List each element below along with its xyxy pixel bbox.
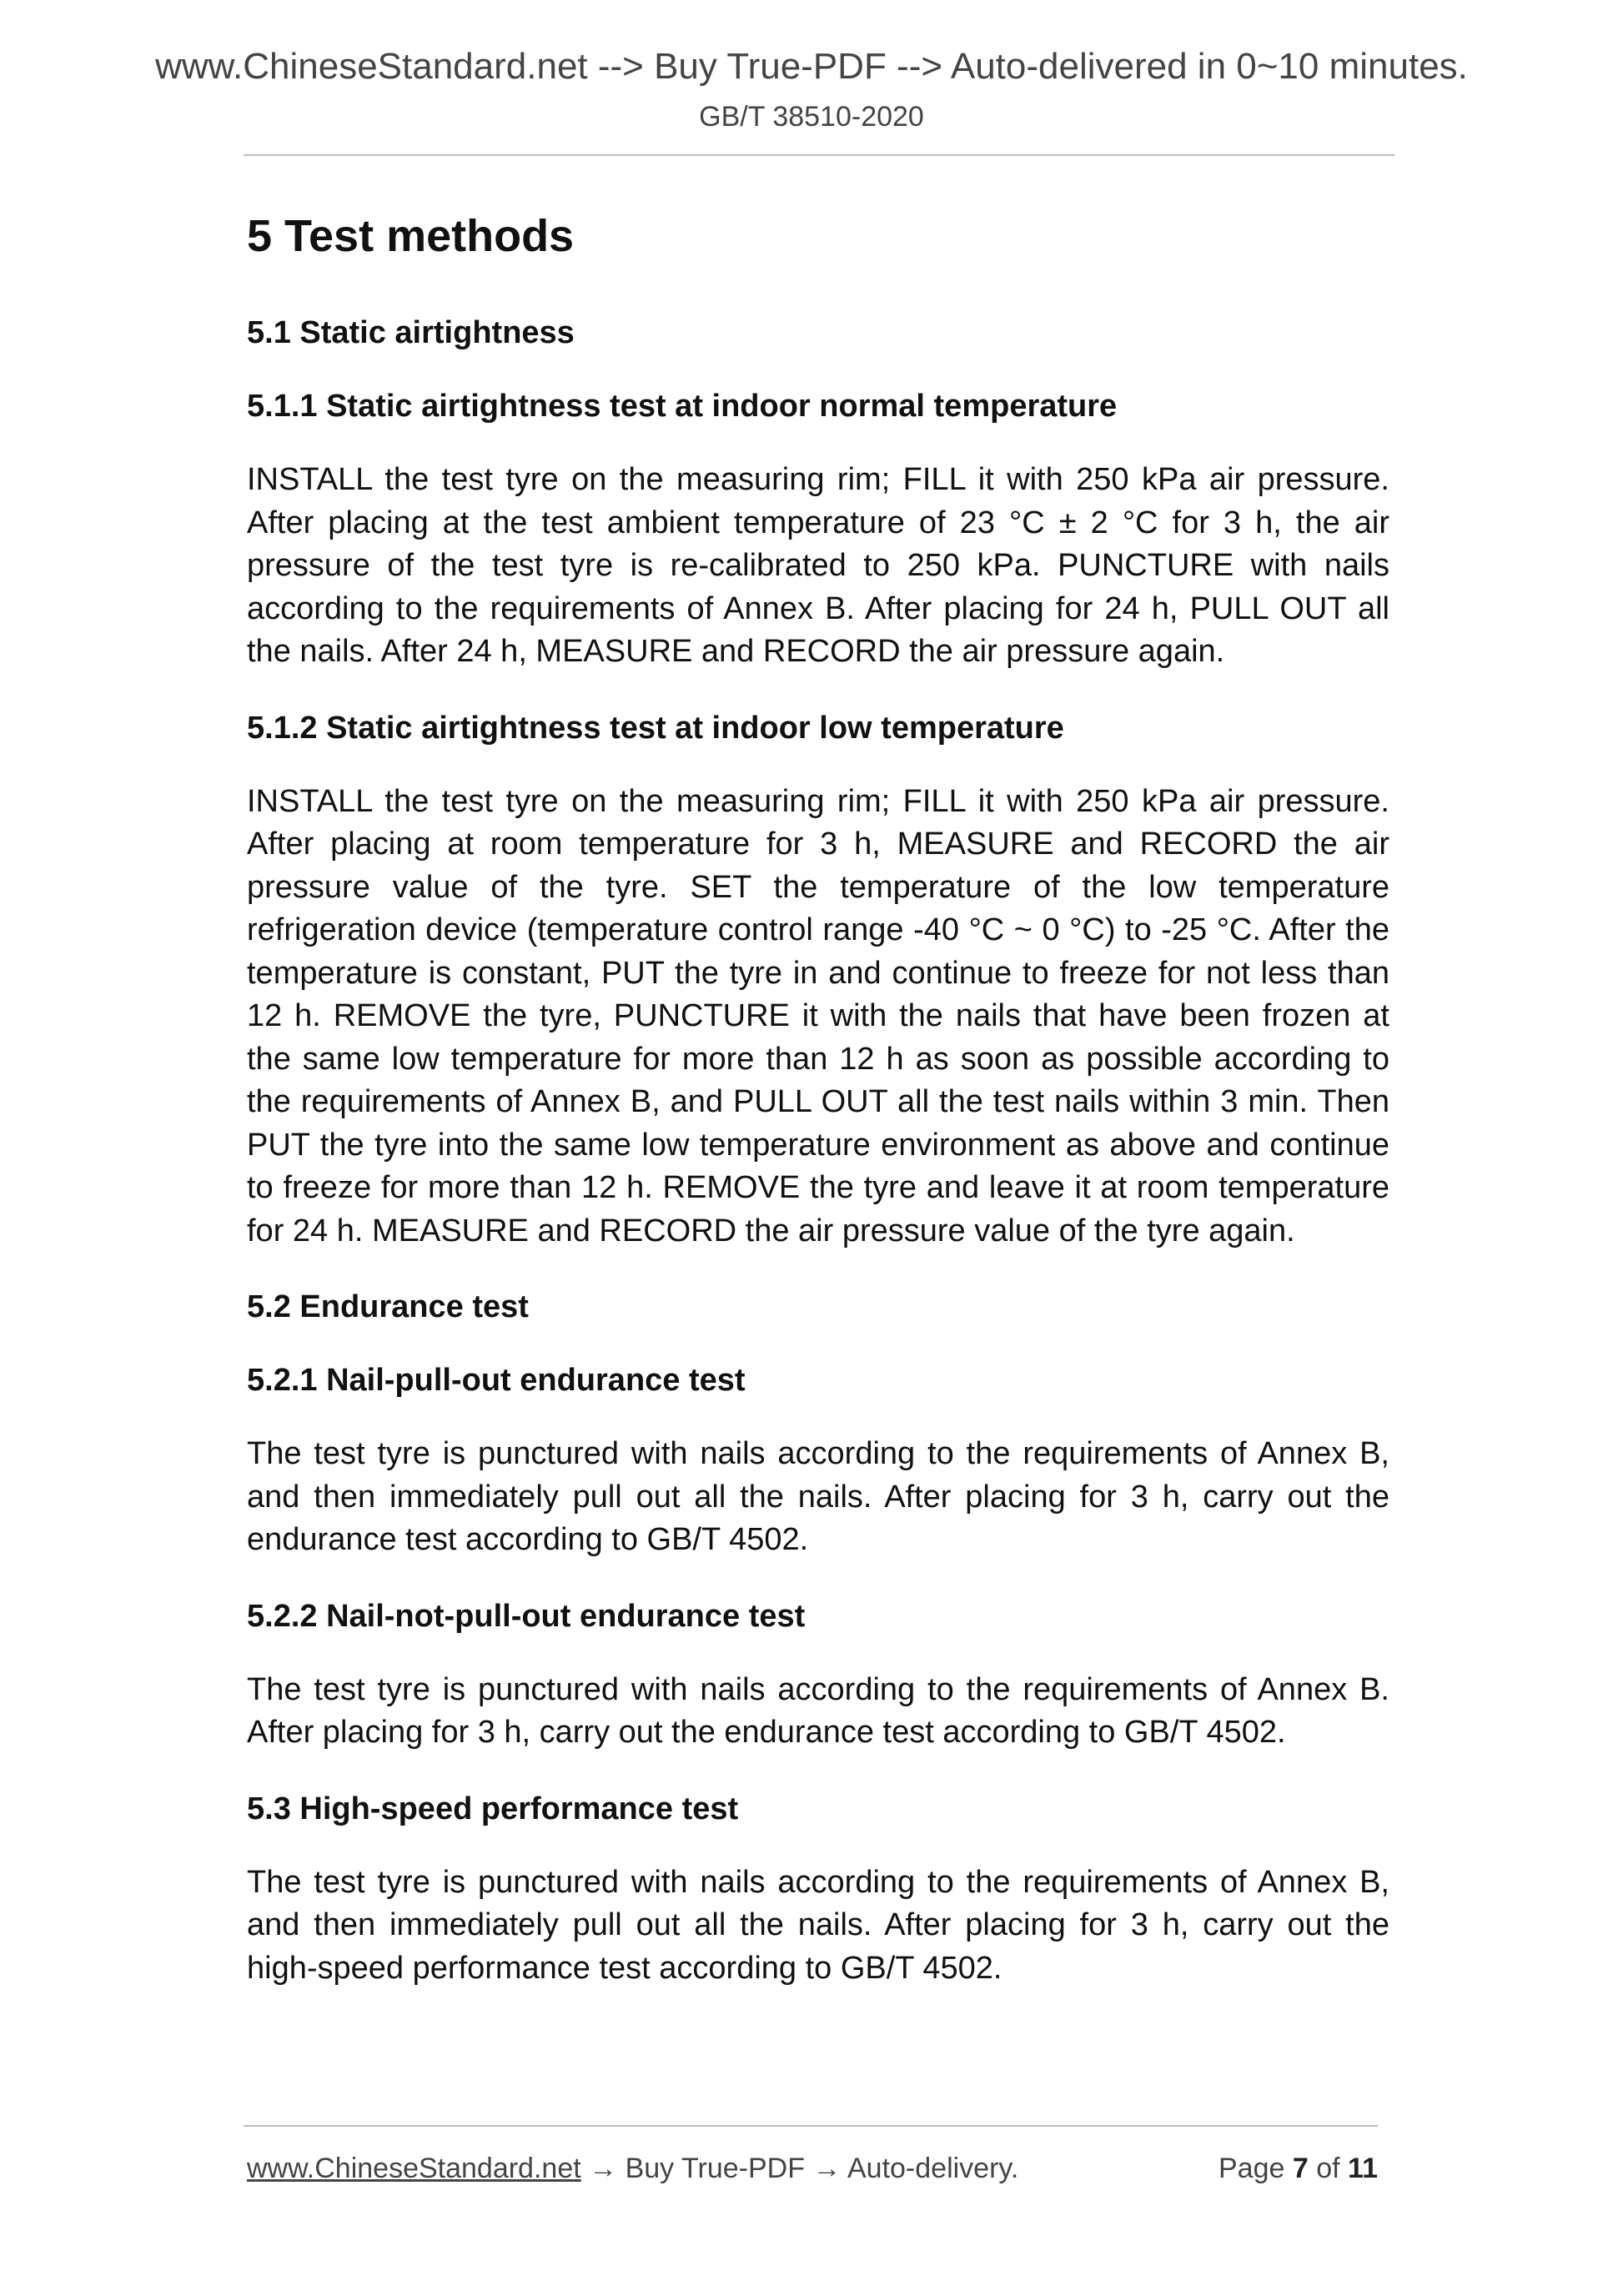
heading-5-3: 5.3 High-speed performance test <box>247 1791 739 1826</box>
footer-left <box>247 2150 1018 2187</box>
paragraph-5-2-1: The test tyre is punctured with nails according to the requirements of Annex B, and then immediately pull out all the nails. After placing for 3 h, carry out the endurance test according to GB/T 4502. <box>247 1436 1389 1557</box>
paragraph-5-3: The test tyre is punctured with nails according to the requirements of Annex B, and then immediately pull out all the nails. After placing for 3 h, carry out the high-speed performance test according to GB/T 4502. <box>247 1864 1389 1986</box>
heading-5-2-2: 5.2.2 Nail-not-pull-out endurance test <box>247 1598 806 1634</box>
page-content <box>247 200 1389 2023</box>
heading-5-2: 5.2 Endurance test <box>247 1289 529 1324</box>
standard-code: GB/T 38510-2020 <box>699 101 924 133</box>
heading-5-2-1: 5.2.1 Nail-pull-out endurance test <box>247 1363 746 1398</box>
heading-5-1-1: 5.1.1 Static airtightness test at indoor normal temperature <box>247 389 1118 424</box>
paragraph-5-1-2: INSTALL the test tyre on the measuring rim; FILL it with 250 kPa air pressure. After placing at room temperature for 3 h, MEASURE and RECORD the air pressure value of the tyre. SET the temperature of the low temperature refrigeration device (temperature control range -40 °C ~ 0 °C) to -25 °C. After the temperature is constant, PUT the tyre in and continue to freeze for not less than 12 h. REMOVE the tyre, PUNCTURE it with the nails that have been frozen at the same low temperature for more than 12 h as soon as possible according to the requirements of Annex B, and PULL OUT all the test nails within 3 min. Then PUT the tyre into the same low temperature environment as above and continue to freeze for more than 12 h. REMOVE the tyre and leave it at room temperature for 24 h. MEASURE and RECORD the air pressure value of the tyre again. <box>247 783 1389 1248</box>
page-of-label: of <box>1316 2153 1340 2184</box>
page-indicator <box>1219 2150 1378 2187</box>
footer-site-link[interactable]: www.ChineseStandard.net <box>247 2153 581 2184</box>
footer-tail-text: → Buy True-PDF → Auto-delivery. <box>580 2153 1019 2184</box>
heading-5-1-2: 5.1.2 Static airtightness test at indoor low temperature <box>247 710 1064 746</box>
header-divider <box>244 154 1394 156</box>
top-banner: www.ChineseStandard.net --> Buy True-PDF --> Auto-delivered in 0~10 minutes. <box>155 46 1468 87</box>
page-label: Page <box>1219 2153 1285 2184</box>
footer-divider <box>244 2125 1378 2127</box>
total-pages-number: 11 <box>1348 2153 1378 2184</box>
heading-5-1: 5.1 Static airtightness <box>247 315 575 350</box>
paragraph-5-2-2: The test tyre is punctured with nails according to the requirements of Annex B. After placing for 3 h, carry out the endurance test according to GB/T 4502. <box>247 1671 1389 1750</box>
current-page-number: 7 <box>1292 2153 1309 2184</box>
section-title: 5 Test methods <box>247 211 575 261</box>
paragraph-5-1-1: INSTALL the test tyre on the measuring rim; FILL it with 250 kPa air pressure. After placing at the test ambient temperature of 23 °C ± 2 °C for 3 h, the air pressure of the test tyre is re-calibrated to 250 kPa. PUNCTURE with nails according to the requirements of Annex B. After placing for 24 h, PULL OUT all the nails. After 24 h, MEASURE and RECORD the air pressure again. <box>247 462 1389 669</box>
